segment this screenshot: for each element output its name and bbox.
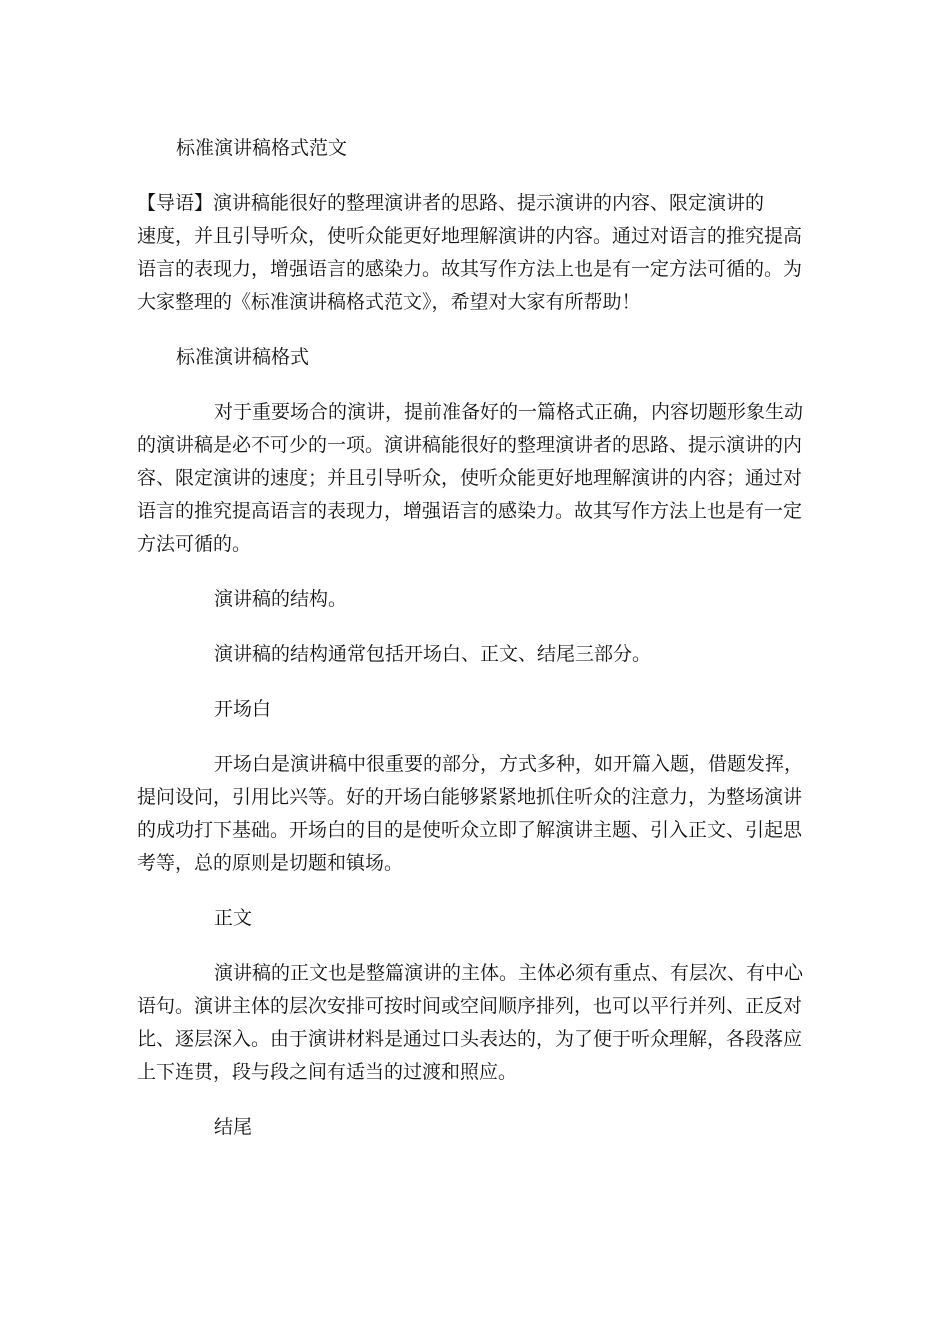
opening-line-1: 开场白是演讲稿中很重要的部分，方式多种，如开篇入题，借题发挥， xyxy=(214,753,804,775)
document-title: 标准演讲稿格式范文 xyxy=(176,137,348,159)
opening-heading: 开场白 xyxy=(214,698,272,720)
body-heading: 正文 xyxy=(214,907,253,929)
intro-line-3: 语言的表现力，增强语言的感染力。故其写作方法上也是有一定方法可循的。为 xyxy=(137,258,803,280)
body-line-4: 上下连贯，段与段之间有适当的过渡和照应。 xyxy=(137,1061,518,1083)
structure-heading: 演讲稿的结构。 xyxy=(214,588,348,610)
intro-line-2: 速度，并且引导听众，使听众能更好地理解演讲的内容。通过对语言的推究提高 xyxy=(137,225,803,247)
opening-line-2: 提问设问，引用比兴等。好的开场白能够紧紧地抓住听众的注意力，为整场演讲 xyxy=(137,786,803,808)
intro-line-1: 【导语】演讲稿能很好的整理演讲者的思路、提示演讲的内容、限定演讲的 xyxy=(137,192,765,214)
para1-line-3: 容、限定演讲的速度；并且引导听众，使听众能更好地理解演讲的内容；通过对 xyxy=(137,467,803,489)
opening-line-3: 的成功打下基础。开场白的目的是使听众立即了解演讲主题、引入正文、引起思 xyxy=(137,819,803,841)
intro-line-4: 大家整理的《标准演讲稿格式范文》，希望对大家有所帮助！ xyxy=(137,291,641,313)
body-line-1: 演讲稿的正文也是整篇演讲的主体。主体必须有重点、有层次、有中心 xyxy=(214,962,804,984)
para1-line-1: 对于重要场合的演讲，提前准备好的一篇格式正确，内容切题形象生动 xyxy=(214,401,804,423)
para1-line-2: 的演讲稿是必不可少的一项。演讲稿能很好的整理演讲者的思路、提示演讲的内 xyxy=(137,434,803,456)
structure-text: 演讲稿的结构通常包括开场白、正文、结尾三部分。 xyxy=(214,643,652,665)
ending-heading: 结尾 xyxy=(214,1116,253,1138)
body-line-2: 语句。演讲主体的层次安排可按时间或空间顺序排列，也可以平行并列、正反对 xyxy=(137,995,803,1017)
para1-line-5: 方法可循的。 xyxy=(137,533,252,555)
para1-line-4: 语言的推究提高语言的表现力，增强语言的感染力。故其写作方法上也是有一定 xyxy=(137,500,803,522)
section-heading: 标准演讲稿格式 xyxy=(176,346,310,368)
opening-line-4: 考等，总的原则是切题和镇场。 xyxy=(137,852,404,874)
body-line-3: 比、逐层深入。由于演讲材料是通过口头表达的，为了便于听众理解，各段落应 xyxy=(137,1028,803,1050)
